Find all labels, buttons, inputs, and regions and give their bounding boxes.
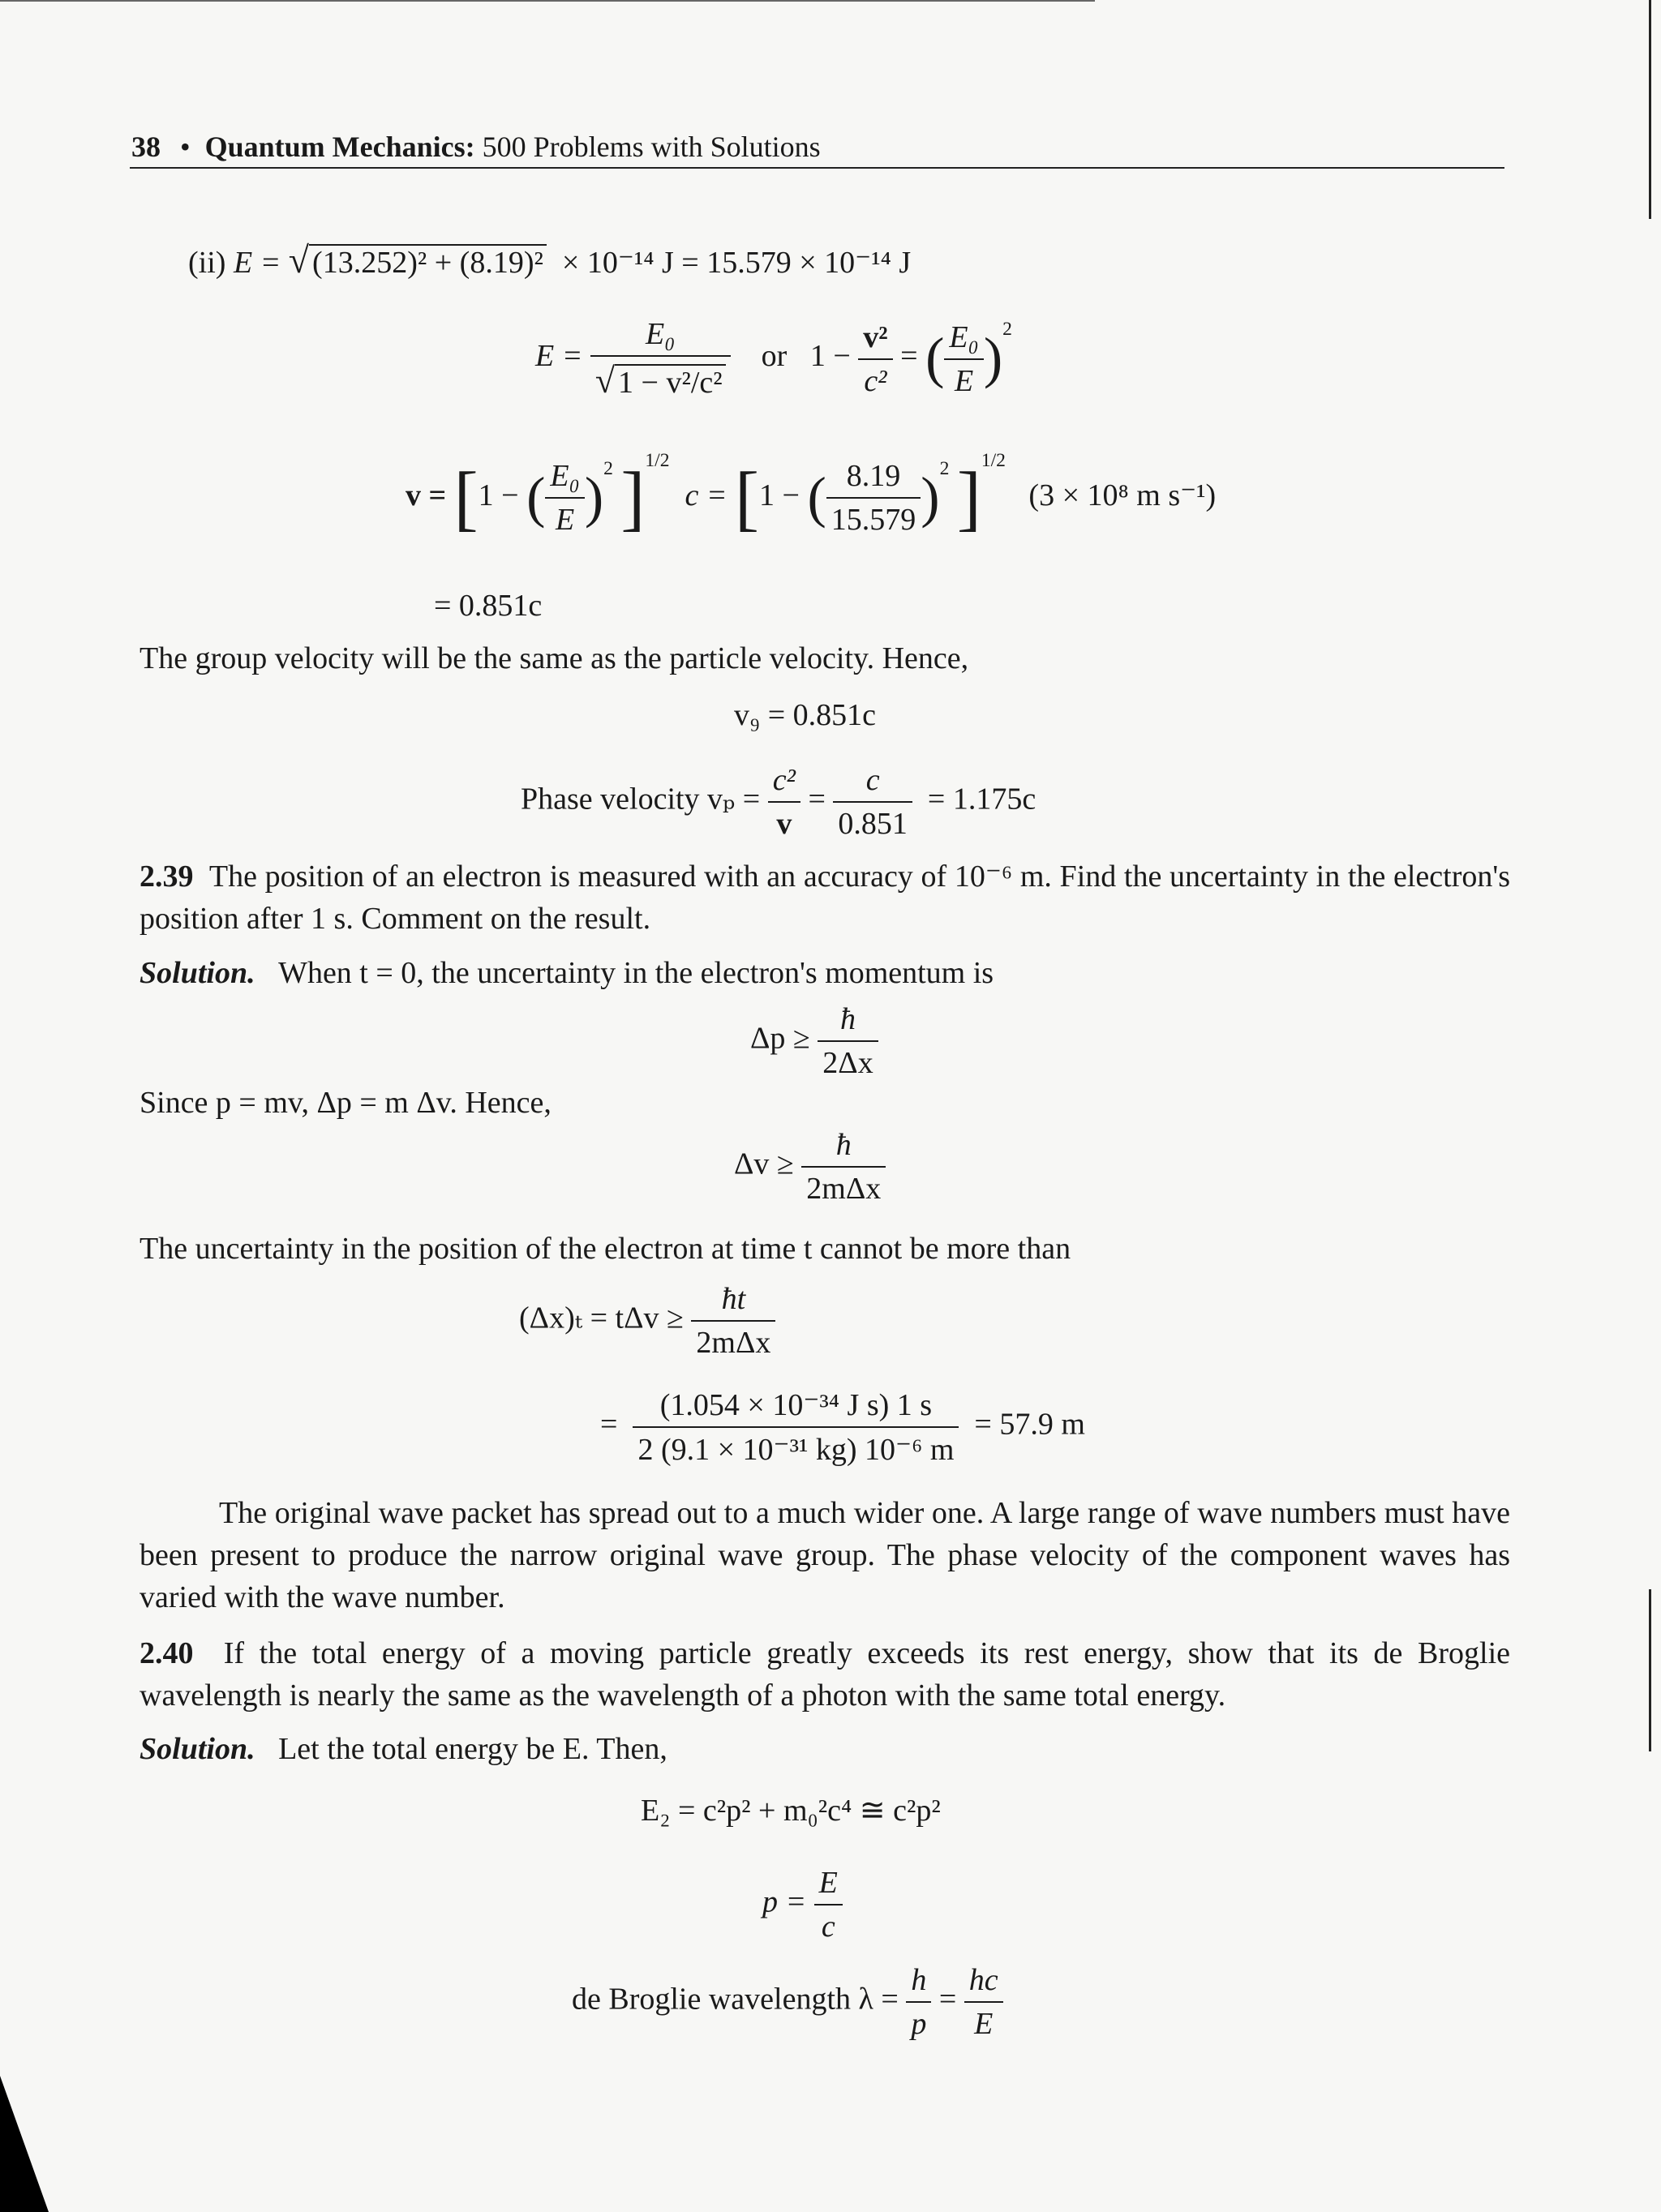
eq-ii-rest: × 10⁻¹⁴ J = 15.579 × 10⁻¹⁴ J <box>561 246 912 280</box>
solution-2-39-text: When t = 0, the uncertainty in the electron's momentum is <box>278 956 994 990</box>
eq-ii-label: (ii) <box>188 246 226 280</box>
eq-energy-e0-over-e: $\frac{\text{E₀}}{E}$ <box>944 319 983 399</box>
solution-2-40 <box>139 1731 667 1767</box>
problem-2-39 <box>139 855 1510 940</box>
text-uncertainty-position: The uncertainty in the position of the electron at time t cannot be more than <box>139 1232 1071 1266</box>
solution-2-39-label: Solution. <box>139 956 255 990</box>
header-rule <box>130 167 1504 169</box>
page-edge-mark <box>1649 0 1651 219</box>
solution-2-40-label: Solution. <box>139 1732 255 1766</box>
equation-vg: v₉ = 0.851c <box>734 698 877 732</box>
equation-e2: E₂ = c²p² + m₀²c⁴ ≅ c²p² <box>641 1794 941 1828</box>
equation-dx-t: (Δx)ₜ = tΔv ≥ $\frac{ħt}{\text{2mΔx}}$ <box>519 1281 775 1361</box>
equation-p: p = $\frac{E}{c}$ <box>762 1865 843 1944</box>
book-title-rest: 500 Problems with Solutions <box>482 131 821 163</box>
solution-2-40-text: Let the total energy be E. Then, <box>278 1732 667 1766</box>
equation-velocity: v = [1 − ( $\frac{\text{E₀}}{E}$ )$^2$ ]$^{1/2}$ c = [1 − ( $\frac{8.19}{15.579}$ )$^2$ ]$^{1/2}$ (3 × 10⁸ m s⁻¹) <box>406 450 1217 538</box>
problem-2-39-text: The position of an electron is measured with an accuracy of 10⁻⁶ m. Find the uncertainty in the electron's position after 1 s. Comment on the result. <box>139 860 1511 936</box>
book-title-bold: Quantum Mechanics: <box>204 131 475 163</box>
equation-energy: E = $\frac{\text{E₀}}{\text{√ 1 − v²/c²}}$ or 1 − $\frac{\text{v²}}{\text{c²}}$ = ( $\frac{\text{E₀}}{E}$ )$^2$ <box>535 317 1012 401</box>
running-header <box>131 130 821 164</box>
text-group-velocity: The group velocity will be the same as the particle velocity. Hence, <box>139 641 969 675</box>
page-corner-mark <box>0 2076 49 2212</box>
text-comment: The original wave packet has spread out to a much wider one. A large range of wave numbers must have been present to produce the narrow original wave group. The phase velocity of the component waves has varied with the wave number. <box>139 1496 1510 1614</box>
equation-lambda: de Broglie wavelength λ = $\frac{h}{p}$ = $\frac{hc}{E}$ <box>572 1962 1003 2042</box>
eq-energy-or: or <box>761 339 788 374</box>
eq-velocity-lhs: v = <box>406 478 447 512</box>
problem-2-40-number: 2.40 <box>139 1636 194 1670</box>
top-border-line <box>0 0 1095 2</box>
eq-energy-lhs: E = <box>535 339 583 374</box>
eq-energy-v-over-c: $\frac{\text{v²}}{\text{c²}}$ <box>858 319 892 399</box>
page-edge-mark-lower <box>1649 1589 1651 1751</box>
equation-ii: (ii) E = √ (13.252)² + (8.19)² × 10⁻¹⁴ J = 15.579 × 10⁻¹⁴ J <box>188 239 912 281</box>
page-number: 38 <box>131 131 161 163</box>
equation-numeric: = $\frac{\text{(1.054 × 10⁻³⁴ J s) 1 s}}{\text{2 (9.1 × 10⁻³¹ kg) 10⁻⁶ m}}$ = 57.9 m <box>600 1388 1085 1467</box>
equation-dp: Δp ≥ $\frac{ħ}{2\Delta x}$ <box>750 1001 878 1081</box>
equation-velocity-result: = 0.851c <box>434 589 543 623</box>
eq-phase-label: Phase velocity vₚ = <box>521 782 761 817</box>
eq-energy-fraction: $\frac{\text{E₀}}{\text{√ 1 − v²/c²}}$ <box>590 316 731 401</box>
problem-2-39-number: 2.39 <box>139 860 194 894</box>
equation-phase-velocity: Phase velocity vₚ = $\frac{\text{c²}}{v}$ = $\frac{c}{0.851}$ = 1.175c <box>521 763 1037 841</box>
text-since: Since p = mv, Δp = m Δv. Hence, <box>139 1086 552 1120</box>
eq-ii-lhs: E = <box>233 246 281 280</box>
header-bullet: • <box>180 131 191 163</box>
equation-dv: Δv ≥ $\frac{ħ}{\text{2mΔx}}$ <box>734 1127 886 1207</box>
solution-2-39 <box>139 955 994 991</box>
problem-2-40 <box>139 1632 1510 1717</box>
eq-velocity-tail: (3 × 10⁸ m s⁻¹) <box>1028 478 1217 512</box>
problem-2-40-text: If the total energy of a moving particle greatly exceeds its rest energy, show that its de Broglie wavelength is nearly the same as the wavelength of a photon with the same total energy. <box>139 1636 1511 1713</box>
eq-ii-radicand: (13.252)² + (8.19)² <box>309 244 547 280</box>
